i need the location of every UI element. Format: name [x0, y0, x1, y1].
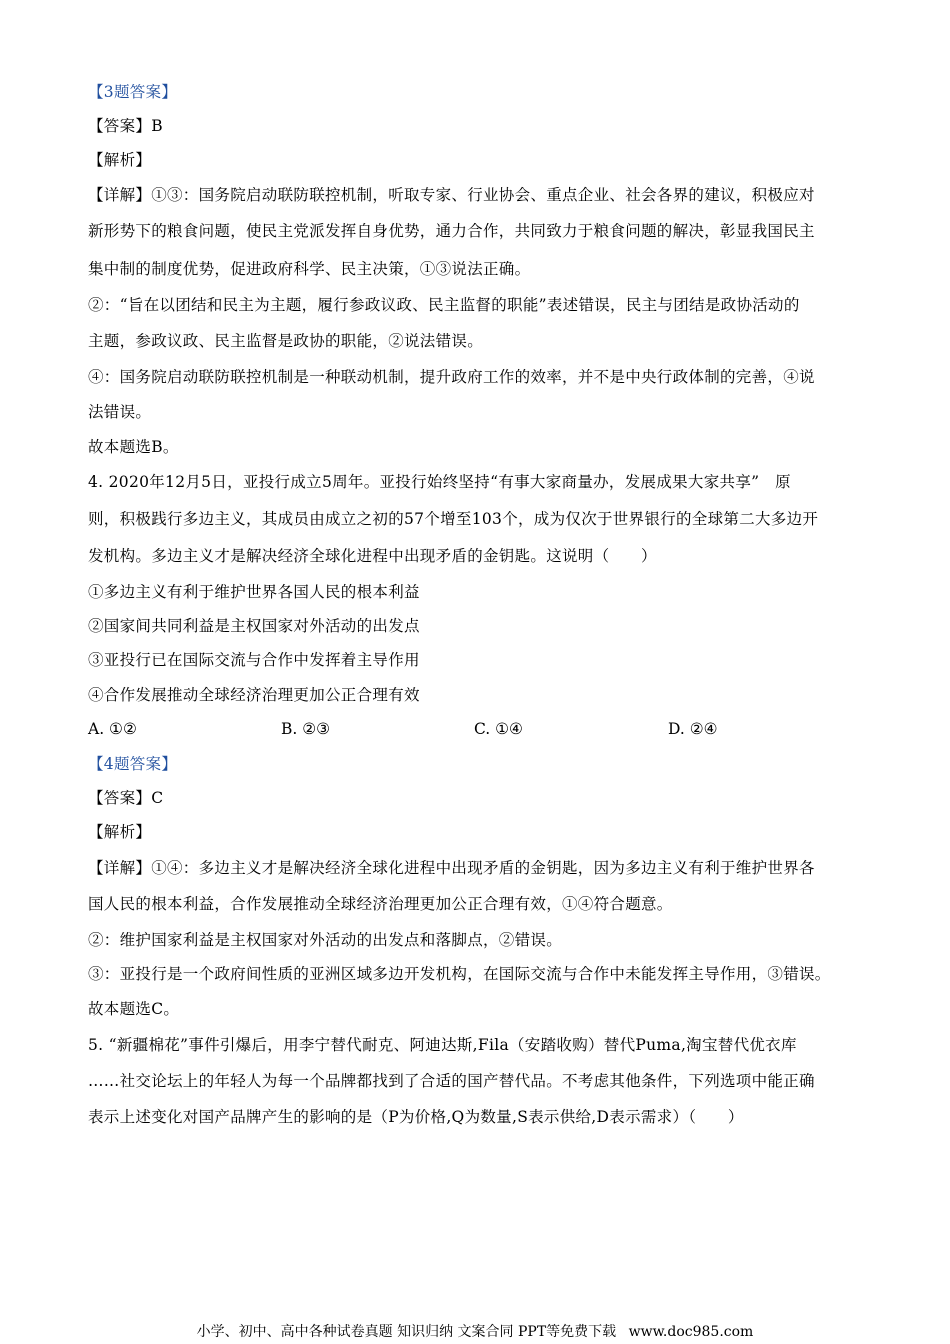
q5-stem-line: 表示上述变化对国产品牌产生的影响的是（P为价格,Q为数量,S表示供给,D表示需求）（ ） [88, 1108, 744, 1126]
q3-detail-line: 法错误。 [88, 403, 152, 421]
q3-detail-line: 主题，参政议政、民主监督是政协的职能，②说法错误。 [88, 332, 484, 350]
footer-website-link[interactable]: www.doc985.com [628, 1324, 754, 1340]
q4-answer-header: 【4题答案】 [88, 755, 178, 773]
q3-detail-line: ④：国务院启动联防联控机制是一种联动机制，提升政府工作的效率，并不是中央行政体制的完善，④说 [88, 368, 815, 386]
q4-detail-line: 故本题选C。 [88, 1000, 180, 1018]
q3-detail-line: 集中制的制度优势，促进政府科学、民主决策，①③说法正确。 [88, 260, 531, 278]
q4-statement: ②国家间共同利益是主权国家对外活动的出发点 [88, 617, 420, 635]
q4-detail-line: 国人民的根本利益，合作发展推动全球经济治理更加公正合理有效，①④符合题意。 [88, 895, 673, 913]
q5-stem-line: ……社交论坛上的年轻人为每一个品牌都找到了合适的国产替代品。不考虑其他条件，下列选项中能正确 [88, 1072, 815, 1090]
q4-statement: ①多边主义有利于维护世界各国人民的根本利益 [88, 583, 420, 601]
q4-option-b: B. ②③ [281, 720, 331, 738]
q4-detail-line: ②：维护国家利益是主权国家对外活动的出发点和落脚点，②错误。 [88, 931, 563, 949]
q4-detail-line: 【详解】①④：多边主义才是解决经济全球化进程中出现矛盾的金钥匙，因为多边主义有利于维护世界各 [88, 859, 815, 877]
q4-option-c: C. ①④ [474, 720, 523, 738]
q3-answer-line: 【答案】B [88, 117, 163, 135]
q4-detail-line: ③：亚投行是一个政府间性质的亚洲区域多边开发机构，在国际交流与合作中未能发挥主导作用，③错误。 [88, 965, 831, 983]
q3-detail-line: 故本题选B。 [88, 438, 179, 456]
q3-detail-line: 【详解】①③：国务院启动联防联控机制，听取专家、行业协会、重点企业、社会各界的建议，积极应对 [88, 186, 815, 204]
q4-answer-line: 【答案】C [88, 789, 164, 807]
q4-stem-line: 4. 2020年12月5日，亚投行成立5周年。亚投行始终坚持“有事大家商量办，发展成果大家共享” 原 [88, 473, 791, 491]
q4-statement: ④合作发展推动全球经济治理更加公正合理有效 [88, 686, 420, 704]
q3-detail-line: ②：“旨在以团结和民主为主题，履行参政议政、民主监督的职能”表述错误，民主与团结是政协活动的 [88, 296, 800, 314]
q4-analysis-label: 【解析】 [88, 823, 152, 841]
page-footer [0, 1323, 950, 1341]
q3-analysis-label: 【解析】 [88, 151, 152, 169]
q4-option-d: D. ②④ [668, 720, 718, 738]
q4-stem-line: 则，积极践行多边主义，其成员由成立之初的57个增至103个，成为仅次于世界银行的全球第二大多边开 [88, 510, 819, 528]
q4-option-a: A. ①② [88, 720, 137, 738]
q5-stem-line: 5. “新疆棉花”事件引爆后，用李宁替代耐克、阿迪达斯,Fila（安踏收购）替代Puma,淘宝替代优衣库 [88, 1036, 797, 1054]
q3-detail-line: 新形势下的粮食问题，使民主党派发挥自身优势，通力合作，共同致力于粮食问题的解决，彰显我国民主 [88, 222, 815, 240]
footer-promo-text: 小学、初中、高中各种试卷真题 知识归纳 文案合同 PPT等免费下载 [196, 1324, 617, 1340]
q4-stem-line: 发机构。多边主义才是解决经济全球化进程中出现矛盾的金钥匙。这说明（ ） [88, 547, 657, 565]
q4-statement: ③亚投行已在国际交流与合作中发挥着主导作用 [88, 651, 420, 669]
q3-answer-header: 【3题答案】 [88, 83, 178, 101]
